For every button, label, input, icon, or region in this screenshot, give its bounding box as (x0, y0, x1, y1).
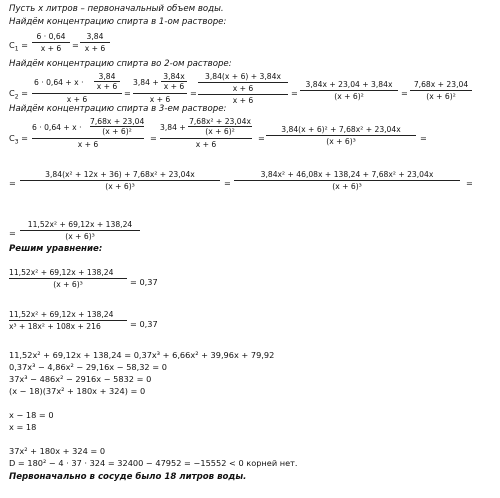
answer-text: Первоначально в сосуде было 18 литров воды. (9, 472, 247, 482)
step-1: 11,52x² + 69,12x + 138,24 = 0,37x³ + 6,66x² + 39,96x + 79,92 (9, 350, 275, 360)
c3-label: $C_3$ = (9, 133, 29, 146)
c2-fraction-a: 6 · 0,64 + x · 3,84 x + 6 x + 6 (32, 72, 122, 104)
heading-solution-3: Найдём концентрацию спирта в 3-ем растворе: (9, 104, 227, 114)
c3-fraction-b: 3,84 + 7,68x² + 23,04x (x + 6)² x + 6 (160, 117, 251, 149)
c2-fraction-d: 3,84x + 23,04 + 3,84x (x + 6)² (300, 80, 398, 101)
step-4: (x − 18)(37x² + 180x + 324) = 0 (9, 386, 146, 396)
eq1-rhs: = 0,37 (130, 277, 158, 287)
c3-fraction-a: 6 · 0,64 + x · 7,68x + 23,04 (x + 6)² x + 6 (32, 117, 145, 149)
c2-fraction-e: 7,68x + 23,04 (x + 6)² (410, 80, 472, 101)
heading-solution-1: Найдём концентрацию спирта в 1-ом растворе: (9, 17, 227, 27)
root-step-1: x − 18 = 0 (9, 410, 54, 420)
heading-solution-2: Найдём концентрацию спирта во 2-ом растворе: (9, 59, 232, 69)
discriminant: D = 180² − 4 · 37 · 324 = 32400 − 47952 = −15552 < 0 корней нет. (9, 458, 298, 468)
root-step-2: x = 18 (9, 422, 37, 432)
c3-fraction-c: 3,84(x + 6)² + 7,68x² + 23,04x (x + 6)³ (266, 125, 416, 146)
step-2: 0,37x³ − 4,86x² − 29,16x − 58,32 = 0 (9, 362, 167, 372)
eq2-fraction: 11,52x² + 69,12x + 138,24 x³ + 18x² + 108x + 216 (9, 310, 127, 331)
intro-text: Пусть x литров – первоначальный объем воды. (9, 4, 224, 14)
step-3: 37x³ − 486x² − 2916x − 5832 = 0 (9, 374, 152, 384)
c2-fraction-b: 3,84 + 3,84x x + 6 x + 6 (133, 72, 187, 104)
solution-document: Пусть x литров – первоначальный объем воды. Найдём концентрацию спирта в 1-ом растворе: $C_1$ = 6 · 0,64 x + 6 = 3,84 x + 6 Найдём концентрацию спирта во 2-ом растворе: $C_2$ = 6 · 0,64 + x · 3,84 x + 6 x + 6 = 3,84 + 3,84x x + 6 x + 6 = 3,84(x + 6) + 3,84x x + 6 x + 6 = 3,84x + 23,04 + 3,84x (x + 6)² = 7,68x + 23,04 (x + 6)² Найдём концентрацию спирта в 3-ем растворе: $C_3$ = 6 · 0,64 + x · 7,68x + 23,04 (x + 6)² x + 6 = 3,84 + 7,68x² + 23,04x (x + 6)² x + 6 = 3,84(x + 6)² + 7,68x² + 23,04x (x + 6)³ = = 3,84(x² + 12x + 36) + 7,68x² + 23,04x (x + 6)³ = 3,84x² + 46,08x + 138,24 + 7,68x² + 23,04x (x + 6)³ = = 11,52x² + 69,12x + 138,24 (x + 6)³ Решим уравнение: 11,52x² + 69,12x + 138,24 (x + 6)³ = 0,37 11,52x² + 69,12x + 138,24 x³ + 18x² + 108x + 216 = 0,37 11,52x² + 69,12x + 138,24 = 0,37x³ + 6,66x² + 39,96x + 79,92 0,37x³ − 4,86x² − 29,16x − 58,32 = 0 37x³ − 486x² − 2916x − 5832 = 0 (x − 18)(37x² + 180x + 324) = 0 x − 18 = 0 x = 18 37x² + 180x + 324 = 0 D = 180² − 4 · 37 · 324 = 32400 − 47952 = −15552 < 0 корней нет. Первоначально в сосуде было 18 литров воды. (9, 4, 473, 482)
line4-fraction-b: 3,84x² + 46,08x + 138,24 + 7,68x² + 23,04x (x + 6)³ (234, 170, 460, 191)
line4-fraction-a: 3,84(x² + 12x + 36) + 7,68x² + 23,04x (x + 6)³ (20, 170, 220, 191)
c1-label: $C_1$ = (9, 40, 29, 53)
c1-fraction-1: 6 · 0,64 x + 6 (32, 32, 70, 53)
line5-fraction: 11,52x² + 69,12x + 138,24 (x + 6)³ (20, 220, 140, 241)
eq2-rhs: = 0,37 (130, 319, 158, 329)
eq1-fraction: 11,52x² + 69,12x + 138,24 (x + 6)³ (9, 268, 127, 289)
c2-fraction-c: 3,84(x + 6) + 3,84x x + 6 x + 6 (198, 72, 288, 105)
solve-heading: Решим уравнение: (9, 244, 103, 254)
quad-equation: 37x² + 180x + 324 = 0 (9, 446, 106, 456)
c1-fraction-2: 3,84 x + 6 (80, 32, 110, 53)
c2-label: $C_2$ = (9, 88, 29, 101)
